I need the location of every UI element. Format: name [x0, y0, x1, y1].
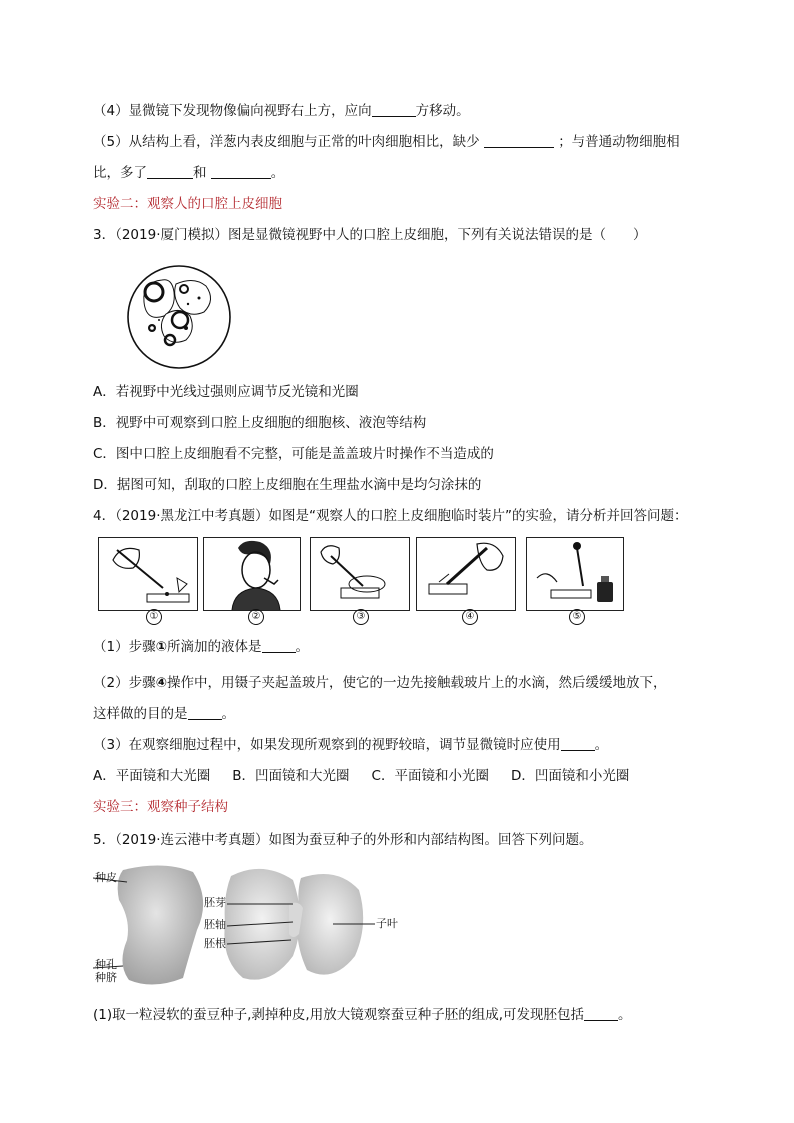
q4-sub1: （1）步骤①所滴加的液体是 。 — [93, 639, 310, 655]
step-panel-3 — [310, 537, 410, 611]
step-label-3: ③ — [353, 609, 369, 625]
q3-option-d: D．据图可知，刮取的口腔上皮细胞在生理盐水滴中是均匀涂抹的 — [93, 477, 482, 493]
q4-stem: 4．（2019·黑龙江中考真题）如图是“观察人的口腔上皮细胞临时装片”的实验，请分析并回答问题： — [93, 508, 688, 524]
answer-blank[interactable] — [561, 736, 595, 751]
q3-option-a: A．若视野中光线过强则应调节反光镜和光圈 — [93, 384, 359, 400]
q-prev-item5-line2: 比，多了 和 。 — [93, 165, 285, 181]
q-prev-item4: （4）显微镜下发现物像偏向视野右上方，应向 方移动。 — [93, 103, 470, 119]
answer-blank[interactable] — [188, 705, 222, 720]
q4-sub2-line2: 这样做的目的是 。 — [93, 706, 235, 722]
q5-sub1: (1)取一粒浸软的蚕豆种子,剥掉种皮,用放大镜观察蚕豆种子胚的组成,可发现胚包括 。 — [93, 1007, 632, 1023]
label-micropyle: 种孔 — [95, 958, 117, 971]
label-plumule: 胚芽 — [204, 896, 226, 909]
person-scraping-mouth-illustration — [204, 538, 300, 610]
q4-option-a: A．平面镜和大光圈 — [93, 768, 211, 784]
step-label-1: ① — [146, 609, 162, 625]
q3-option-c: C．图中口腔上皮细胞看不完整，可能是盖盖玻片时操作不当造成的 — [93, 446, 494, 462]
answer-blank[interactable] — [262, 638, 296, 653]
answer-blank[interactable] — [372, 102, 416, 117]
section-title-exp2: 实验二：观察人的口腔上皮细胞 — [93, 196, 282, 212]
answer-blank[interactable] — [147, 164, 193, 179]
step-label-2: ② — [248, 609, 264, 625]
step-panel-2 — [203, 537, 301, 611]
section-title-exp3: 实验三：观察种子结构 — [93, 799, 228, 815]
answer-blank[interactable] — [584, 1006, 618, 1021]
step-panel-1 — [98, 537, 198, 611]
q4-option-c: C．平面镜和小光圈 — [371, 768, 489, 784]
q5-stem: 5．（2019·连云港中考真题）如图为蚕豆种子的外形和内部结构图。回答下列问题。 — [93, 832, 593, 848]
label-seed-coat: 种皮 — [95, 871, 117, 884]
broad-bean-seed-figure — [93, 860, 413, 990]
q4-sub2-line1: （2）步骤④操作中，用镊子夹起盖玻片，使它的一边先接触载玻片上的水滴，然后缓缓地放下， — [93, 675, 667, 691]
label-hypocotyl: 胚轴 — [204, 918, 226, 931]
q4-sub3: （3）在观察细胞过程中，如果发现所观察到的视野较暗，调节显微镜时应使用 。 — [93, 737, 609, 753]
q3-stem: 3．（2019·厦门模拟）图是显微镜视野中人的口腔上皮细胞，下列有关说法错误的是（ ） — [93, 227, 647, 243]
stain-illustration — [527, 538, 623, 610]
q4-option-b: B．凹面镜和大光圈 — [232, 768, 350, 784]
step-panel-4 — [416, 537, 516, 611]
coverslip-forceps-illustration — [417, 538, 515, 610]
step-panel-5 — [526, 537, 624, 611]
q4-options — [93, 766, 629, 786]
q-prev-item5-line1: （5）从结构上看，洋葱内表皮细胞与正常的叶肉细胞相比，缺少 ；与普通动物细胞相 — [93, 134, 680, 150]
label-radicle: 胚根 — [204, 937, 226, 950]
answer-blank[interactable] — [484, 133, 554, 148]
step-label-4: ④ — [462, 609, 478, 625]
smear-illustration — [311, 538, 409, 610]
q3-option-b: B．视野中可观察到口腔上皮细胞的细胞核、液泡等结构 — [93, 415, 427, 431]
label-hilum: 种脐 — [95, 971, 117, 984]
dropper-slide-illustration — [99, 538, 197, 610]
step-label-5: ⑤ — [569, 609, 585, 625]
microscope-field-figure — [124, 262, 234, 372]
label-cotyledon: 子叶 — [376, 917, 398, 930]
answer-blank[interactable] — [211, 164, 271, 179]
q4-option-d: D．凹面镜和小光圈 — [510, 768, 630, 784]
